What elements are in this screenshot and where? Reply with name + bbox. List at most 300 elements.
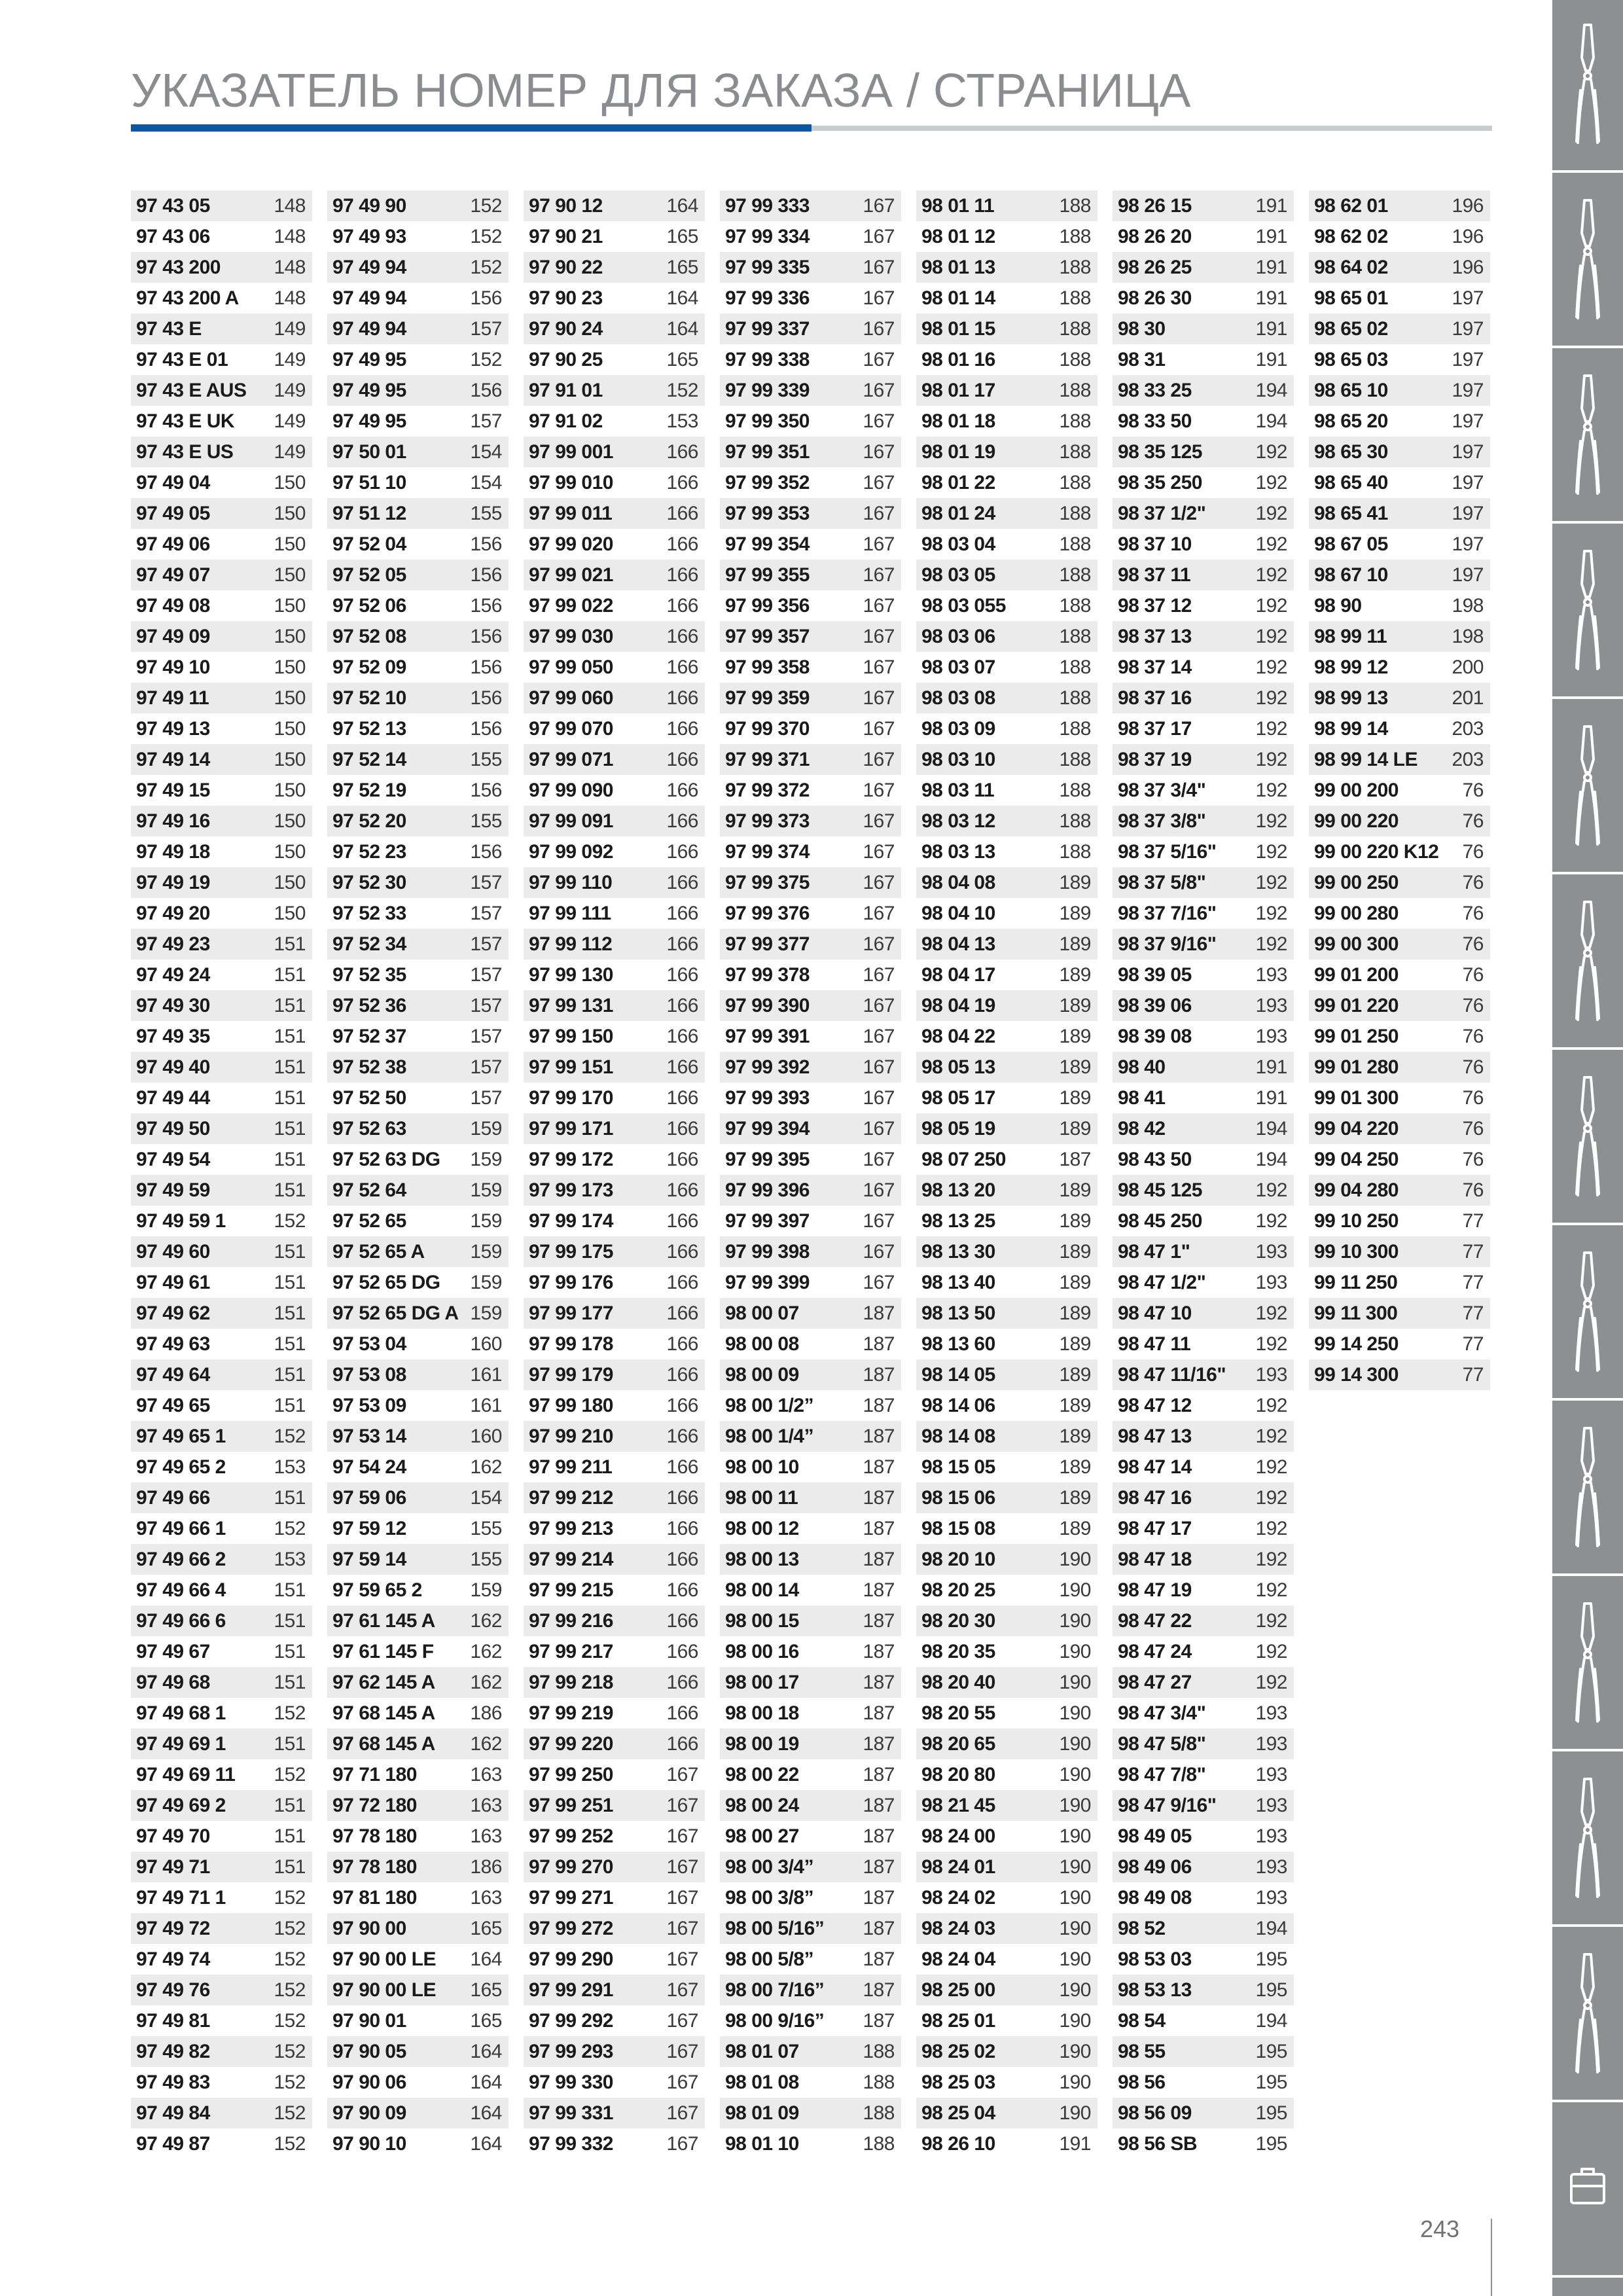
order-number: 97 99 372 — [725, 780, 810, 801]
page-ref: 188 — [1059, 780, 1091, 801]
index-row — [916, 1882, 1097, 1913]
index-row — [131, 1882, 312, 1913]
order-number: 98 00 19 — [725, 1733, 799, 1755]
order-number: 97 99 071 — [529, 749, 613, 770]
index-row — [524, 1052, 705, 1083]
sidebar-tab-3[interactable] — [1552, 351, 1623, 524]
order-number: 97 49 69 1 — [136, 1733, 226, 1755]
page-ref: 190 — [1059, 1825, 1091, 1847]
sidebar-tab-1[interactable] — [1552, 0, 1623, 173]
index-row — [720, 898, 901, 929]
page-ref: 157 — [470, 1026, 502, 1047]
order-number: 97 99 375 — [725, 872, 810, 893]
page-ref: 167 — [863, 749, 895, 770]
order-number: 97 59 14 — [332, 1549, 406, 1570]
page-ref: 166 — [666, 810, 698, 832]
page-ref: 152 — [274, 1702, 306, 1724]
index-row — [720, 1882, 901, 1913]
order-number: 97 99 174 — [529, 1210, 613, 1232]
page-ref: 193 — [1255, 1272, 1287, 1293]
page-ref: 190 — [1059, 1856, 1091, 1878]
index-row — [916, 498, 1097, 529]
page-ref: 192 — [1255, 749, 1287, 770]
order-number: 98 35 125 — [1118, 441, 1202, 463]
page-ref: 152 — [470, 257, 502, 278]
page-ref: 156 — [470, 687, 502, 709]
order-number: 98 03 08 — [921, 687, 995, 709]
page-ref: 189 — [1059, 1426, 1091, 1447]
index-row — [131, 1052, 312, 1083]
order-number: 98 20 10 — [921, 1549, 995, 1570]
index-row — [131, 867, 312, 898]
electrician-pliers-icon — [1565, 1772, 1611, 1907]
order-number: 97 49 16 — [136, 810, 210, 832]
index-row — [1113, 2098, 1294, 2128]
order-number: 97 49 59 — [136, 1179, 210, 1201]
index-row — [524, 1175, 705, 1206]
page-ref: 197 — [1452, 287, 1484, 309]
page-ref: 76 — [1462, 841, 1484, 863]
index-row — [131, 283, 312, 314]
order-number: 98 00 08 — [725, 1333, 799, 1355]
order-number: 97 43 05 — [136, 195, 210, 217]
page-ref: 166 — [666, 1426, 698, 1447]
order-number: 97 50 01 — [332, 441, 406, 463]
page-ref: 190 — [1059, 1948, 1091, 1970]
order-number: 98 04 08 — [921, 872, 995, 893]
sidebar-tab-4[interactable] — [1552, 526, 1623, 699]
page-ref: 187 — [863, 1733, 895, 1755]
order-number: 97 53 08 — [332, 1364, 406, 1386]
order-number: 98 47 12 — [1118, 1395, 1192, 1416]
page-ref: 187 — [863, 1518, 895, 1539]
order-number: 98 15 08 — [921, 1518, 995, 1539]
index-row — [131, 1359, 312, 1390]
page-ref: 188 — [1059, 380, 1091, 401]
page-ref: 152 — [274, 1210, 306, 1232]
order-number: 97 52 63 — [332, 1118, 406, 1139]
index-row — [327, 713, 508, 744]
page-ref: 187 — [863, 1456, 895, 1478]
order-number: 97 49 60 — [136, 1241, 210, 1263]
index-row — [327, 1944, 508, 1975]
order-number: 98 13 50 — [921, 1302, 995, 1324]
index-row — [327, 314, 508, 344]
index-row — [1113, 775, 1294, 806]
index-row — [131, 806, 312, 836]
index-row — [131, 1113, 312, 1144]
index-row — [1113, 621, 1294, 652]
index-row — [720, 590, 901, 621]
index-row — [131, 2005, 312, 2036]
index-row — [1113, 713, 1294, 744]
order-number: 98 62 02 — [1314, 226, 1388, 247]
page-ref: 155 — [470, 810, 502, 832]
page-ref: 151 — [274, 1672, 306, 1693]
page-ref: 150 — [274, 687, 306, 709]
page-ref: 188 — [863, 2133, 895, 2155]
index-row — [131, 1267, 312, 1298]
index-row — [524, 467, 705, 498]
index-row — [327, 867, 508, 898]
page-ref: 167 — [666, 2010, 698, 2032]
index-row — [916, 1667, 1097, 1698]
page-ref: 188 — [1059, 318, 1091, 340]
index-row — [524, 190, 705, 221]
order-number: 98 00 1/4” — [725, 1426, 814, 1447]
index-row — [916, 1729, 1097, 1759]
page-ref: 151 — [274, 1364, 306, 1386]
order-number: 98 65 41 — [1314, 503, 1388, 524]
page-title: УКАЗАТЕЛЬ НОМЕР ДЛЯ ЗАКАЗА / СТРАНИЦА — [131, 65, 1191, 117]
order-number: 97 99 131 — [529, 995, 613, 1016]
sidebar-tab-2[interactable] — [1552, 175, 1623, 348]
index-row — [1113, 1421, 1294, 1452]
order-number: 97 43 E AUS — [136, 380, 247, 401]
order-number: 97 49 63 — [136, 1333, 210, 1355]
index-row — [720, 344, 901, 375]
order-number: 97 99 210 — [529, 1426, 613, 1447]
order-number: 98 33 50 — [1118, 410, 1192, 432]
order-number: 97 99 339 — [725, 380, 810, 401]
page-ref: 190 — [1059, 1579, 1091, 1601]
index-row — [1113, 190, 1294, 221]
page-ref: 192 — [1255, 1333, 1287, 1355]
order-number: 98 47 1" — [1118, 1241, 1190, 1263]
index-row — [1113, 1021, 1294, 1052]
page-ref: 192 — [1255, 472, 1287, 493]
order-number: 98 43 50 — [1118, 1149, 1192, 1170]
order-number: 97 99 219 — [529, 1702, 613, 1724]
page-ref: 166 — [666, 1179, 698, 1201]
order-number: 98 03 07 — [921, 656, 995, 678]
page-ref: 150 — [274, 810, 306, 832]
index-row — [1113, 467, 1294, 498]
index-column-2 — [327, 190, 508, 2159]
order-number: 97 91 01 — [529, 380, 603, 401]
index-row — [720, 990, 901, 1021]
index-row — [1309, 190, 1490, 221]
page-ref: 196 — [1452, 257, 1484, 278]
water-pump-pliers-icon — [1565, 1071, 1611, 1205]
order-number: 98 15 05 — [921, 1456, 995, 1478]
page-ref: 192 — [1255, 903, 1287, 924]
order-number: 98 52 — [1118, 1918, 1166, 1939]
page-ref: 187 — [863, 1764, 895, 1785]
sidebar-tab-6[interactable] — [1552, 877, 1623, 1050]
page-ref: 187 — [1059, 1149, 1091, 1170]
order-number: 97 99 214 — [529, 1549, 613, 1570]
index-row — [327, 1083, 508, 1113]
sidebar-tab-9[interactable] — [1552, 1403, 1623, 1576]
index-row — [131, 621, 312, 652]
order-number: 97 90 00 — [332, 1918, 406, 1939]
page-ref: 166 — [666, 503, 698, 524]
page-ref: 187 — [863, 1948, 895, 1970]
page-ref: 151 — [274, 1579, 306, 1601]
page-ref: 156 — [470, 841, 502, 863]
page-ref: 167 — [666, 2041, 698, 2062]
order-number: 98 24 04 — [921, 1948, 995, 1970]
page-ref: 188 — [1059, 810, 1091, 832]
index-row — [720, 1236, 901, 1267]
page-ref: 197 — [1452, 318, 1484, 340]
index-row — [916, 1513, 1097, 1544]
order-number: 98 37 14 — [1118, 656, 1192, 678]
order-number: 98 00 10 — [725, 1456, 799, 1478]
page-ref: 191 — [1255, 349, 1287, 370]
page-ref: 189 — [1059, 1333, 1091, 1355]
order-number: 97 90 05 — [332, 2041, 406, 2062]
page-ref: 187 — [863, 1795, 895, 1816]
index-row — [916, 1482, 1097, 1513]
index-row — [1309, 344, 1490, 375]
index-row — [1113, 406, 1294, 437]
order-number: 99 04 280 — [1314, 1179, 1399, 1201]
page-ref: 192 — [1255, 1549, 1287, 1570]
order-number: 98 31 — [1118, 349, 1166, 370]
order-number: 98 45 125 — [1118, 1179, 1202, 1201]
page-ref: 166 — [666, 1087, 698, 1109]
page-ref: 166 — [666, 841, 698, 863]
order-number: 97 99 150 — [529, 1026, 613, 1047]
page-ref: 167 — [863, 903, 895, 924]
index-row — [1113, 1544, 1294, 1575]
order-number: 99 10 300 — [1314, 1241, 1399, 1263]
index-row — [131, 467, 312, 498]
index-row — [916, 221, 1097, 252]
order-number: 97 99 215 — [529, 1579, 613, 1601]
order-number: 98 25 03 — [921, 2072, 995, 2093]
index-row — [327, 590, 508, 621]
page-ref: 162 — [470, 1641, 502, 1662]
order-number: 97 99 376 — [725, 903, 810, 924]
index-row — [131, 1759, 312, 1790]
page-ref: 193 — [1255, 964, 1287, 986]
order-number: 97 49 71 — [136, 1856, 210, 1878]
order-number: 97 49 90 — [332, 195, 406, 217]
order-number: 97 49 82 — [136, 2041, 210, 2062]
page-ref: 190 — [1059, 1733, 1091, 1755]
index-row — [916, 1421, 1097, 1452]
index-row — [327, 1698, 508, 1729]
sidebar-tab-5[interactable] — [1552, 702, 1623, 874]
order-number: 97 52 09 — [332, 656, 406, 678]
order-number: 97 99 359 — [725, 687, 810, 709]
page-ref: 157 — [470, 1056, 502, 1078]
index-row — [524, 1021, 705, 1052]
page-ref: 149 — [274, 380, 306, 401]
page-ref: 188 — [1059, 441, 1091, 463]
page-ref: 152 — [274, 2102, 306, 2124]
index-row — [524, 375, 705, 406]
sidebar-tab-12[interactable] — [1552, 1929, 1623, 2102]
page-ref: 188 — [863, 2041, 895, 2062]
order-number: 97 99 180 — [529, 1395, 613, 1416]
page-ref: 151 — [274, 933, 306, 955]
index-row — [720, 1821, 901, 1852]
order-number: 98 20 35 — [921, 1641, 995, 1662]
index-row — [327, 1236, 508, 1267]
order-number: 98 99 14 — [1314, 718, 1388, 740]
sidebar-tab-10[interactable] — [1552, 1579, 1623, 1751]
page-ref: 149 — [274, 318, 306, 340]
page-ref: 188 — [1059, 533, 1091, 555]
index-row — [1309, 1206, 1490, 1236]
order-number: 98 00 09 — [725, 1364, 799, 1386]
sidebar-tab-13[interactable] — [1552, 2105, 1623, 2278]
page-ref: 190 — [1059, 1918, 1091, 1939]
index-row — [916, 960, 1097, 990]
order-number: 97 99 050 — [529, 656, 613, 678]
order-number: 98 53 03 — [1118, 1948, 1192, 1970]
sidebar-tab-8[interactable] — [1552, 1228, 1623, 1401]
page-ref: 192 — [1255, 687, 1287, 709]
index-row — [1113, 1113, 1294, 1144]
index-row — [131, 437, 312, 467]
index-row — [1113, 1359, 1294, 1390]
order-number: 97 49 94 — [332, 257, 406, 278]
page-ref: 167 — [863, 287, 895, 309]
index-row — [1113, 929, 1294, 960]
order-number: 99 01 220 — [1314, 995, 1399, 1016]
page-ref: 189 — [1059, 872, 1091, 893]
index-row — [327, 1421, 508, 1452]
page-ref: 159 — [470, 1118, 502, 1139]
page-ref: 157 — [470, 964, 502, 986]
page-ref: 192 — [1255, 1641, 1287, 1662]
order-number: 97 90 22 — [529, 257, 603, 278]
page-ref: 152 — [274, 1764, 306, 1785]
order-number: 97 99 396 — [725, 1179, 810, 1201]
sidebar-tab-11[interactable] — [1552, 1754, 1623, 1927]
page-ref: 152 — [274, 1887, 306, 1909]
page-ref: 164 — [470, 1948, 502, 1970]
page-ref: 192 — [1255, 933, 1287, 955]
order-number: 98 35 250 — [1118, 472, 1202, 493]
page-ref: 150 — [274, 656, 306, 678]
page-ref: 151 — [274, 1149, 306, 1170]
page-ref: 167 — [666, 2133, 698, 2155]
index-row — [916, 1206, 1097, 1236]
order-number: 97 49 59 1 — [136, 1210, 226, 1232]
index-row — [1113, 1390, 1294, 1421]
page-ref: 188 — [1059, 626, 1091, 647]
page-ref: 166 — [666, 1487, 698, 1509]
page-ref: 191 — [1255, 195, 1287, 217]
order-number: 97 99 250 — [529, 1764, 613, 1785]
page-ref: 152 — [274, 2041, 306, 2062]
order-number: 97 99 172 — [529, 1149, 613, 1170]
page-ref: 191 — [1255, 1087, 1287, 1109]
order-number: 97 49 11 — [136, 687, 209, 709]
index-row — [1309, 498, 1490, 529]
page-ref: 154 — [470, 441, 502, 463]
page-ref: 166 — [666, 1302, 698, 1324]
index-row — [1113, 898, 1294, 929]
order-number: 97 49 64 — [136, 1364, 210, 1386]
index-row — [720, 190, 901, 221]
page-ref: 191 — [1255, 287, 1287, 309]
order-number: 98 14 08 — [921, 1426, 995, 1447]
index-row — [327, 1821, 508, 1852]
order-number: 97 49 68 — [136, 1672, 210, 1693]
page-ref: 193 — [1255, 1702, 1287, 1724]
order-number: 98 25 01 — [921, 2010, 995, 2032]
page-ref: 160 — [470, 1333, 502, 1355]
page-ref: 152 — [274, 1426, 306, 1447]
page-ref: 156 — [470, 718, 502, 740]
page-ref: 152 — [666, 380, 698, 401]
page-ref: 193 — [1255, 1733, 1287, 1755]
order-number: 98 47 18 — [1118, 1549, 1192, 1570]
index-row — [131, 898, 312, 929]
index-row — [524, 1359, 705, 1390]
order-number: 97 52 35 — [332, 964, 406, 986]
page-ref: 194 — [1255, 410, 1287, 432]
order-number: 98 01 10 — [725, 2133, 799, 2155]
order-number: 98 42 — [1118, 1118, 1166, 1139]
page-ref: 166 — [666, 1672, 698, 1693]
index-row — [720, 775, 901, 806]
order-number: 97 99 091 — [529, 810, 613, 832]
index-row — [916, 1113, 1097, 1144]
index-row — [1113, 1575, 1294, 1605]
index-row — [1309, 929, 1490, 960]
order-number: 98 47 16 — [1118, 1487, 1192, 1509]
order-number: 97 99 331 — [529, 2102, 613, 2124]
page-ref: 192 — [1255, 626, 1287, 647]
index-row — [720, 1975, 901, 2005]
order-number: 97 51 10 — [332, 472, 406, 493]
order-number: 98 47 10 — [1118, 1302, 1192, 1324]
page-ref: 187 — [863, 1979, 895, 2001]
index-row — [327, 1759, 508, 1790]
index-row — [720, 652, 901, 683]
order-number: 98 00 16 — [725, 1641, 799, 1662]
sidebar-tab-7[interactable] — [1552, 1052, 1623, 1225]
page-ref: 166 — [666, 1456, 698, 1478]
order-number: 97 99 335 — [725, 257, 810, 278]
page-ref: 163 — [470, 1887, 502, 1909]
page-ref: 77 — [1462, 1333, 1484, 1355]
index-row — [1309, 1144, 1490, 1175]
order-number: 97 99 351 — [725, 441, 810, 463]
page-ref: 76 — [1462, 810, 1484, 832]
index-row — [916, 2067, 1097, 2098]
index-row — [916, 1359, 1097, 1390]
index-row — [327, 652, 508, 683]
page-ref: 187 — [863, 1302, 895, 1324]
order-number: 97 99 216 — [529, 1610, 613, 1632]
order-number: 97 99 334 — [725, 226, 810, 247]
order-number: 98 01 19 — [921, 441, 995, 463]
page-ref: 187 — [863, 1702, 895, 1724]
page-ref: 189 — [1059, 1087, 1091, 1109]
page-ref: 159 — [470, 1241, 502, 1263]
page-ref: 191 — [1255, 318, 1287, 340]
page-ref: 156 — [470, 380, 502, 401]
index-row — [131, 652, 312, 683]
index-row — [327, 898, 508, 929]
page-ref: 166 — [666, 780, 698, 801]
index-row — [327, 806, 508, 836]
order-number: 97 49 44 — [136, 1087, 210, 1109]
order-number: 98 67 05 — [1314, 533, 1388, 555]
index-row — [1113, 2067, 1294, 2098]
index-row — [916, 744, 1097, 775]
page-ref: 166 — [666, 964, 698, 986]
